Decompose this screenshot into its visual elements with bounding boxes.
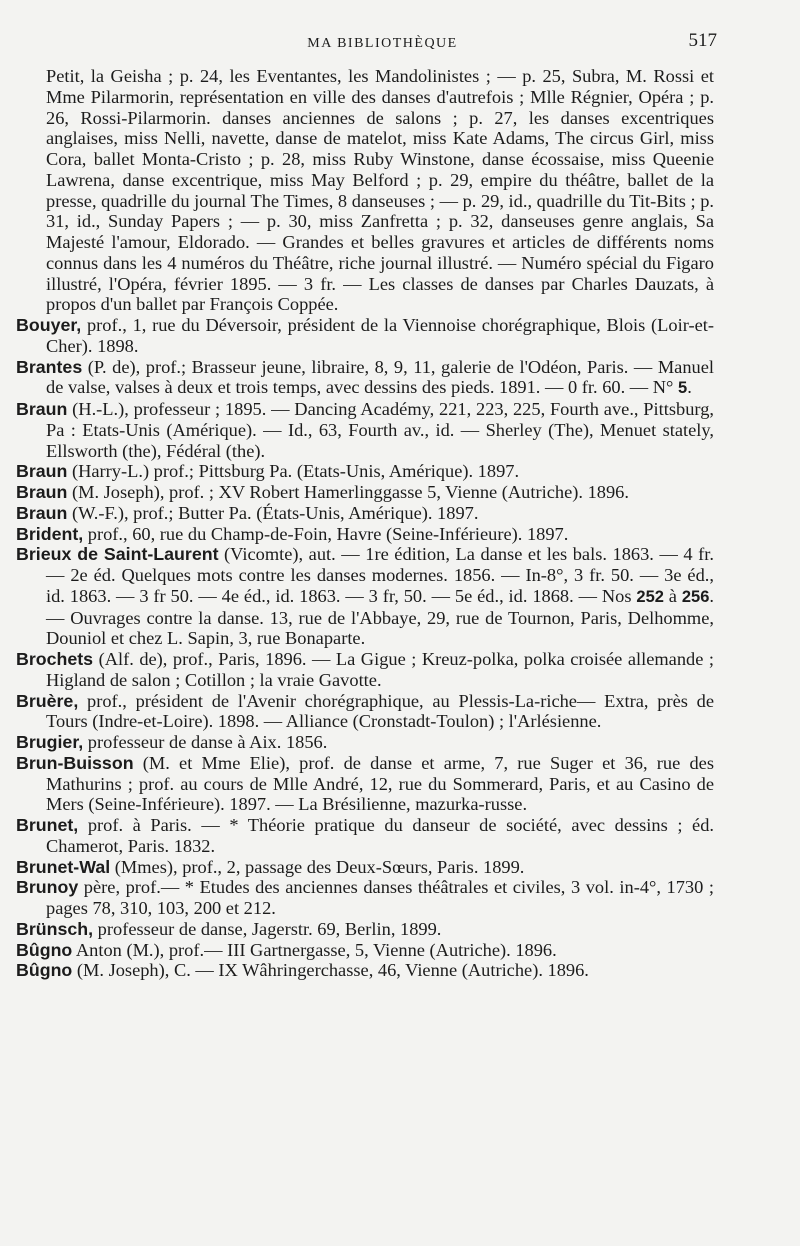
entry-text: professeur de danse, Jagerstr. 69, Berlin, 1899. xyxy=(93,918,442,939)
entry-bruere xyxy=(16,691,714,733)
page-header xyxy=(50,30,715,58)
entry-headword: Brun-Buisson xyxy=(16,752,134,773)
entry-headword: Braun xyxy=(16,399,68,419)
entry-text-tail: . — Ouvrages contre la danse. 13, rue de l'Abbaye, 29, rue de Tournon, Paris, Delhomme, Douniol et chez L. Sapin, 3, rue Bonaparte. xyxy=(46,585,714,649)
entry-braun-harry xyxy=(16,461,714,482)
entry-text: (H.-L.), professeur ; 1895. — Dancing Académy, 221, 223, 225, Fourth ave., Pittsburg, Pa : Etats-Unis (Amérique). — Id., 63, Fourth av., id. — Sherley (The), Menuet stately, Ellsworth (the), Fédéral (the). xyxy=(46,399,714,461)
entry-text: (Harry-L.) prof.; Pittsburg Pa. (Etats-Unis, Amérique). 1897. xyxy=(67,461,520,482)
entry-text-tail: . xyxy=(687,377,692,398)
entry-headword: Braun xyxy=(16,502,68,523)
entry-brunoy xyxy=(16,877,714,919)
entry-brident xyxy=(16,524,714,545)
entry-text: (Mmes), prof., 2, passage des Deux-Sœurs, Paris. 1899. xyxy=(110,856,525,877)
entry-headword: Braun xyxy=(16,461,68,482)
entry-bouyer xyxy=(16,315,714,357)
catalog-number: 5 xyxy=(678,379,688,398)
entry-brunet-wal xyxy=(16,857,714,878)
entry-text: prof., président de l'Avenir chorégraphique, au Plessis-La-riche— Extra, près de Tours (Indre-et-Loire). 1898. — Alliance (Cronstadt-Toulon) ; l'Arlésienne. xyxy=(46,690,714,732)
entry-brugier xyxy=(16,732,714,753)
entry-text: (M. et Mme Elie), prof. de danse et arme, 7, rue Suger et 36, rue des Mathurins ; prof. au cours de Mlle André, 12, rue du Sommerard, Paris, et au Casino de Mers (Seine-Inférieure). 1897. — La Brésilienne, mazurka-russe. xyxy=(46,752,714,815)
entry-text: professeur de danse à Aix. 1856. xyxy=(83,732,328,752)
entry-headword: Brunet-Wal xyxy=(16,856,111,877)
entry-headword: Brugier, xyxy=(16,732,84,752)
entry-brunsch xyxy=(16,919,714,940)
entry-braun-joseph xyxy=(16,482,714,503)
entry-text: (Alf. de), prof., Paris, 1896. — La Gigue ; Kreuz-polka, polka croisée allemande ; Higland de salon ; Cotillon ; la vraie Gavotte. xyxy=(46,649,714,690)
body-text xyxy=(16,66,714,981)
entry-text: (M. Joseph), prof. ; XV Robert Hamerlinggasse 5, Vienne (Autriche). 1896. xyxy=(67,482,629,502)
entry-text: prof., 60, rue du Champ-de-Foin, Havre (Seine-Inférieure). 1897. xyxy=(83,523,569,544)
entry-headword: Bouyer, xyxy=(16,315,82,335)
entry-bugno-anton xyxy=(16,940,714,961)
page-number: 517 xyxy=(688,30,717,51)
entry-headword: Braun xyxy=(16,482,68,502)
catalog-number: 256 xyxy=(681,587,710,606)
entry-text: (Vicomte), aut. — 1re édition, La danse et les bals. 1863. — 4 fr. — 2e éd. Quelques mots contre les danses modernes. 1856. — In-8°, 3 fr. 50. — 3e éd., id. 1863. — 3 fr 50. — 4e éd., id. 1863. — 3 fr, 50. — 5e éd., id. 1868. — Nos xyxy=(46,544,714,606)
entry-text: (W.-F.), prof.; Butter Pa. (États-Unis, Amérique). 1897. xyxy=(67,502,479,523)
entry-text: prof., 1, rue du Déversoir, président de la Viennoise chorégraphique, Blois (Loir-et-Cher). 1898. xyxy=(46,315,714,356)
entry-text: (P. de), prof.; Brasseur jeune, libraire, 8, 9, 11, galerie de l'Odéon, Paris. — Manuel de valse, valses à deux et trois temps, avec dessins des pieds. 1891. — 0 fr. 60. — N° xyxy=(46,356,714,398)
entry-bugno-joseph xyxy=(16,960,714,981)
continuation-paragraph: Petit, la Geisha ; p. 24, les Eventantes, les Mandolinistes ; — p. 25, Subra, M. Rossi et Mme Pilarmorin, représentation en ville des danses d'autrefois ; Mlle Régnier, Opéra ; p. 26, Rossi-Pilarmorin. danses anciennes de salons ; p. 27, les danses excentriques anglaises, miss Nelli, navette, danse de matelot, miss Kate Adams, The circus Girl, miss Cora, ballet Monta-Cristo ; p. 28, miss Ruby Winstone, danse écossaise, miss Queenie Lawrena, danse excentrique, miss May Belford ; p. 29, empire du théâtre, ballet de la presse, quadrille du journal The Times, 8 danseuses ; — p. 29, id., quadrille du Tit-Bits ; p. 31, id., Sunday Papers ; — p. 30, miss Zanfretta ; p. 32, danseuses genre anglais, Sa Majesté l'amour, Eldorado. — Grandes et belles gravures et articles de différents noms connus dans les 4 numéros du Théâtre, riche journal illustré. — Numéro spécial du Figaro illustré, l'Opéra, février 1895. — 3 fr. — Les classes de danses par Charles Dauzats, à propos d'un ballet par François Coppée. xyxy=(46,66,714,315)
entry-text: Anton (M.), prof.— III Gartnergasse, 5, Vienne (Autriche). 1896. xyxy=(72,939,557,960)
entry-brochets xyxy=(16,649,714,691)
entry-brieux xyxy=(16,544,714,649)
entry-headword: Brochets xyxy=(16,649,94,669)
entry-text: prof. à Paris. — * Théorie pratique du danseur de société, avec dessins ; éd. Chamerot, Paris. 1832. xyxy=(46,815,714,856)
entry-headword: Brunoy xyxy=(16,877,79,898)
entry-headword: Bruère, xyxy=(16,690,79,711)
running-title: MA BIBLIOTHÈQUE xyxy=(307,36,458,51)
entry-text: (M. Joseph), C. — IX Wâhringerchasse, 46, Vienne (Autriche). 1896. xyxy=(72,960,589,981)
entry-headword: Brieux de Saint-Laurent xyxy=(16,544,219,565)
entry-headword: Brunet, xyxy=(16,815,79,835)
entry-brantes xyxy=(16,357,714,400)
entry-brun-buisson xyxy=(16,753,714,815)
entry-headword: Bûgno xyxy=(16,939,73,960)
entry-braun-hl xyxy=(16,399,714,461)
entry-headword: Brident, xyxy=(16,523,84,544)
entry-headword: Brantes xyxy=(16,356,83,377)
catalog-number: 252 xyxy=(636,587,664,606)
entry-brunet xyxy=(16,815,714,857)
entry-text-mid: à xyxy=(663,585,682,606)
entry-headword: Bûgno xyxy=(16,960,73,981)
entry-headword: Brünsch, xyxy=(16,918,94,939)
entry-text: père, prof.— * Etudes des anciennes danses théâtrales et civiles, 3 vol. in-4°, 1730 ; pages 78, 310, 103, 200 et 212. xyxy=(46,877,714,918)
entry-braun-wf xyxy=(16,503,714,524)
